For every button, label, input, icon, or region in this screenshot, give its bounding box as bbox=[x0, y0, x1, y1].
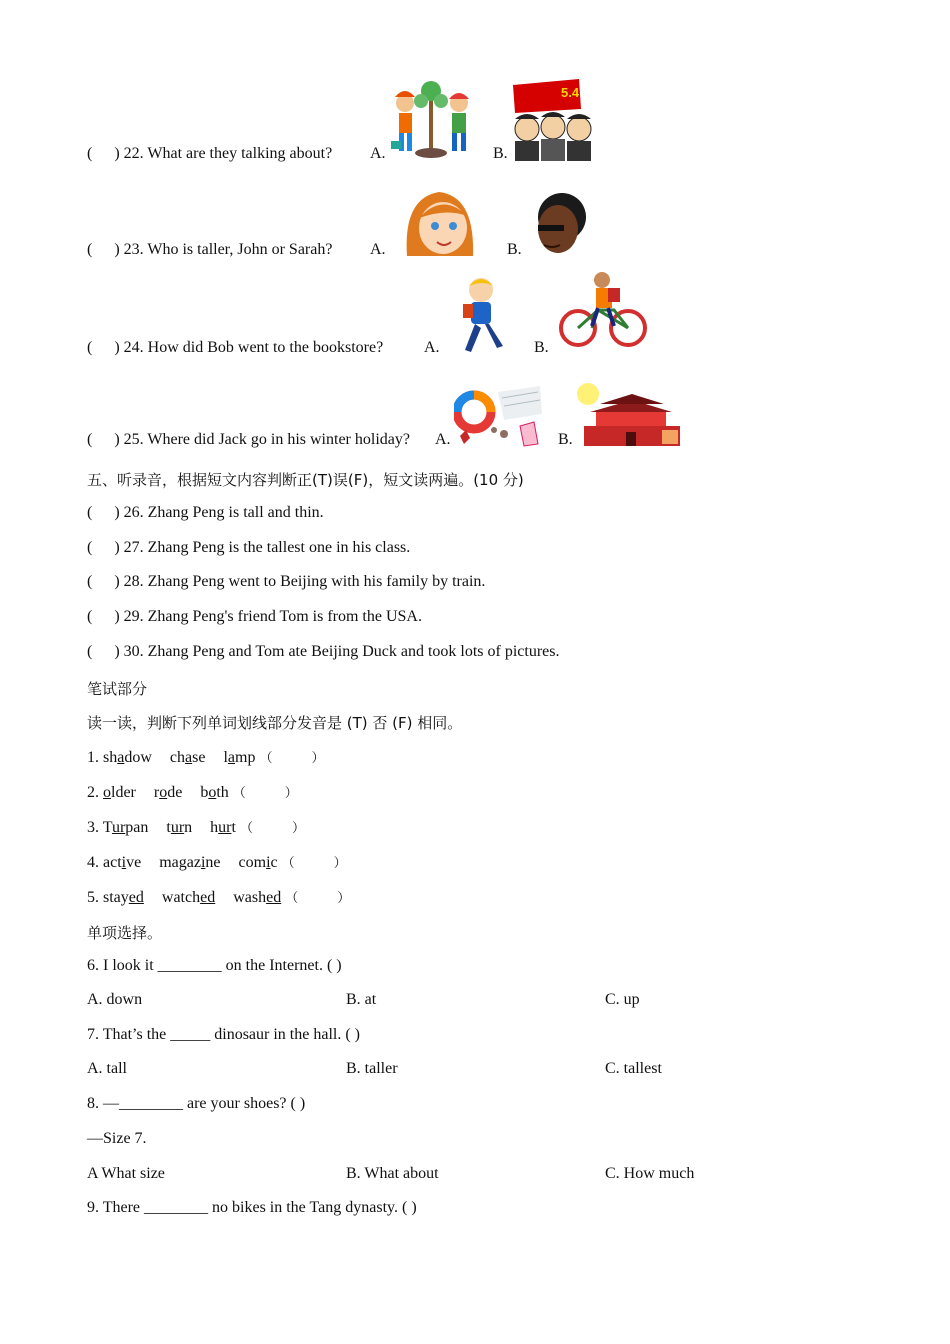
option-b-label: B. bbox=[558, 431, 573, 448]
question-23 bbox=[87, 241, 332, 259]
tf-item-27: ( ) 27. Zhang Peng is the tallest one in his class. bbox=[87, 539, 411, 556]
section-5-title: 五、听录音，根据短文内容判断正(T)误(F)，短文读两遍。(10 分) bbox=[87, 471, 524, 489]
word: chase bbox=[169, 749, 206, 766]
word: both bbox=[200, 784, 229, 801]
option-a-label: A. bbox=[370, 241, 386, 258]
option-a[interactable]: A. tall bbox=[87, 1060, 127, 1077]
option-a-label: A. bbox=[435, 431, 451, 448]
may-fourth-flag-people-icon bbox=[509, 75, 597, 161]
phonics-item-3: 3. Turpan turn hurt （ ） bbox=[87, 819, 305, 836]
option-c[interactable]: C. tallest bbox=[605, 1060, 662, 1077]
word: comic bbox=[238, 854, 278, 871]
word: stayed bbox=[103, 889, 144, 906]
option-a[interactable]: A What size bbox=[87, 1165, 165, 1182]
question-24 bbox=[87, 339, 383, 357]
answer-paren[interactable]: （ ） bbox=[259, 750, 325, 765]
options-6 bbox=[87, 991, 142, 1009]
option-a-label: A. bbox=[424, 339, 440, 356]
answer-paren[interactable]: ( ) bbox=[87, 608, 120, 625]
word: older bbox=[103, 784, 136, 801]
word: watched bbox=[161, 889, 216, 906]
written-section-title: 笔试部分 bbox=[87, 680, 148, 698]
boy-face-icon bbox=[528, 191, 594, 257]
question-22 bbox=[87, 145, 332, 163]
word: hurt bbox=[210, 819, 236, 836]
tf-item-29: ( ) 29. Zhang Peng's friend Tom is from the USA. bbox=[87, 608, 422, 625]
svg-text:5.4: 5.4 bbox=[561, 85, 580, 100]
option-a[interactable]: A. down bbox=[87, 991, 143, 1008]
phonics-item-5: 5. stayed watched washed （ ） bbox=[87, 889, 351, 906]
word: shadow bbox=[103, 749, 152, 766]
question-25 bbox=[87, 431, 410, 449]
option-a-label: A. bbox=[370, 145, 386, 162]
question-8: 8. —________ are your shoes? ( ) bbox=[87, 1095, 306, 1112]
question-8-answer-line: —Size 7. bbox=[87, 1130, 147, 1147]
word: active bbox=[103, 854, 142, 871]
boy-walking-icon bbox=[455, 274, 509, 354]
answer-paren[interactable]: ( ) bbox=[87, 539, 120, 556]
tf-item-26: ( ) 26. Zhang Peng is tall and thin. bbox=[87, 504, 324, 521]
answer-paren[interactable]: ( ) bbox=[87, 241, 120, 258]
word: turn bbox=[166, 819, 193, 836]
question-text: 24. How did Bob went to the bookstore? bbox=[123, 339, 384, 356]
answer-paren[interactable]: ( ) bbox=[87, 643, 120, 660]
answer-paren[interactable]: ( ) bbox=[87, 573, 120, 590]
word: lamp bbox=[223, 749, 256, 766]
option-b-label: B. bbox=[493, 145, 508, 162]
answer-paren[interactable]: ( ) bbox=[87, 504, 120, 521]
question-text: 22. What are they talking about? bbox=[123, 145, 333, 162]
phonics-instructions: 读一读，判断下列单词划线部分发音是 (T) 否 (F) 相同。 bbox=[87, 714, 463, 732]
word: washed bbox=[233, 889, 282, 906]
option-b[interactable]: B. taller bbox=[346, 1060, 398, 1077]
tf-item-28: ( ) 28. Zhang Peng went to Beijing with his family by train. bbox=[87, 573, 486, 590]
word: Turpan bbox=[102, 819, 149, 836]
question-text: 25. Where did Jack go in his winter holiday? bbox=[123, 431, 410, 448]
answer-paren[interactable]: （ ） bbox=[239, 820, 305, 835]
answer-paren[interactable]: （ ） bbox=[285, 890, 351, 905]
question-6: 6. I look it ________ on the Internet. ( ) bbox=[87, 957, 342, 974]
answer-paren[interactable]: （ ） bbox=[232, 785, 298, 800]
question-text: 23. Who is taller, John or Sarah? bbox=[123, 241, 333, 258]
tiananmen-icon bbox=[576, 380, 680, 446]
option-b-label: B. bbox=[534, 339, 549, 356]
tf-item-30: ( ) 30. Zhang Peng and Tom ate Beijing Duck and took lots of pictures. bbox=[87, 643, 560, 660]
phonics-item-1: 1. shadow chase lamp （ ） bbox=[87, 749, 325, 766]
tree-planting-children-icon bbox=[389, 77, 481, 161]
boy-cycling-icon bbox=[558, 270, 648, 348]
option-c[interactable]: C. How much bbox=[605, 1165, 695, 1182]
answer-paren[interactable]: ( ) bbox=[87, 145, 120, 162]
answer-paren[interactable]: （ ） bbox=[281, 855, 347, 870]
word: rode bbox=[153, 784, 183, 801]
word: magazine bbox=[159, 854, 221, 871]
phonics-item-4: 4. active magazine comic （ ） bbox=[87, 854, 347, 871]
question-9: 9. There ________ no bikes in the Tang dynasty. ( ) bbox=[87, 1199, 417, 1216]
option-b-label: B. bbox=[507, 241, 522, 258]
beach-swim-ring-icon bbox=[454, 384, 544, 448]
choice-title: 单项选择。 bbox=[87, 924, 163, 942]
phonics-item-2: 2. older rode both （ ） bbox=[87, 784, 298, 801]
option-c[interactable]: C. up bbox=[605, 991, 640, 1008]
answer-paren[interactable]: ( ) bbox=[87, 339, 120, 356]
girl-face-icon bbox=[403, 188, 477, 256]
answer-paren[interactable]: ( ) bbox=[87, 431, 120, 448]
option-b[interactable]: B. at bbox=[346, 991, 377, 1008]
option-b[interactable]: B. What about bbox=[346, 1165, 439, 1182]
question-7: 7. That’s the _____ dinosaur in the hall. ( ) bbox=[87, 1026, 360, 1043]
